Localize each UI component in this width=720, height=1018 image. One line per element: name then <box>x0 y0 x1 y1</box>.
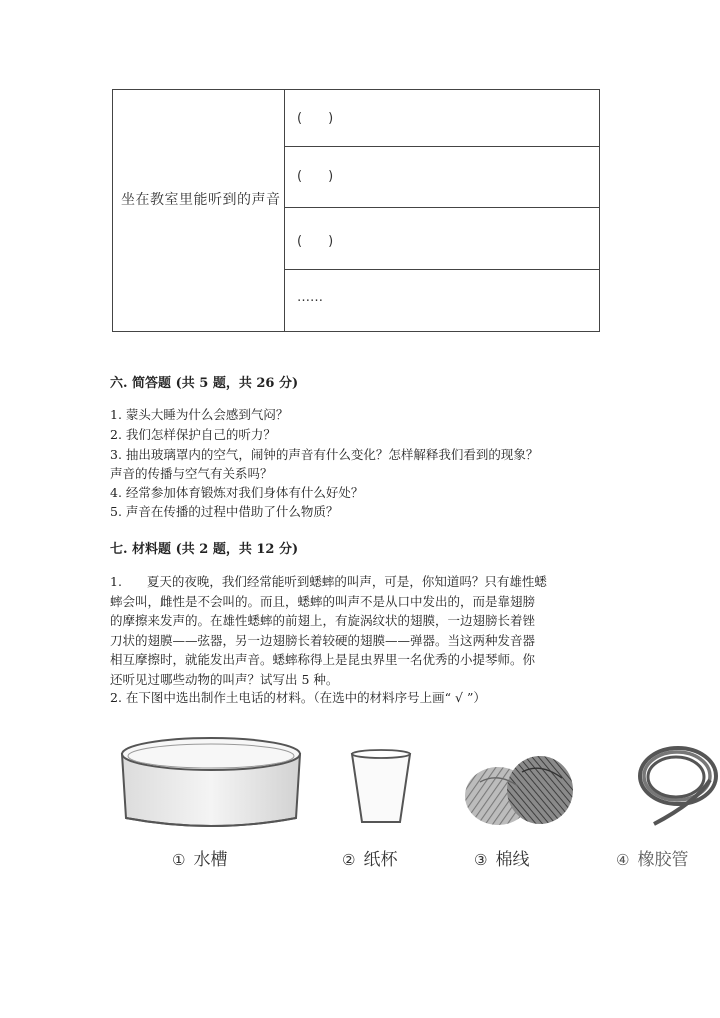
question-item: 3. 抽出玻璃罩内的空气，闹钟的声音有什么变化？怎样解释我们看到的现象？ <box>110 447 539 462</box>
paragraph-line: 的摩擦来发声的。在雄性蟋蟀的前翅上，有旋涡纹状的翅膜，一边翅膀长着锉 <box>110 613 536 628</box>
material-caption[interactable] <box>172 845 227 870</box>
paragraph-line: 1. 夏天的夜晚，我们经常能听到蟋蟀的叫声，可是，你知道吗？只有雄性蟋 <box>110 574 547 589</box>
answer-blank[interactable]: ( ) <box>297 234 334 249</box>
material-question-2: 2. 在下图中选出制作土电话的材料。（在选中的材料序号上画“ √ ”） <box>110 690 486 705</box>
ellipsis-text: …… <box>297 290 323 305</box>
question-item: 5. 声音在传播的过程中借助了什么物质？ <box>110 504 339 519</box>
answer-blank[interactable]: ( ) <box>297 111 334 126</box>
rubber-tube-icon <box>630 740 720 830</box>
table-row <box>285 208 599 270</box>
material-caption[interactable] <box>342 845 397 870</box>
material-number[interactable]: ② <box>342 851 356 869</box>
cotton-thread-icon <box>462 752 574 828</box>
material-label: 橡胶管 <box>637 850 689 870</box>
material-number[interactable]: ③ <box>474 851 488 869</box>
material-question-1 <box>110 572 610 689</box>
table-row <box>285 90 599 147</box>
section-6-heading: 六. 简答题 (共 5 题，共 26 分) <box>110 376 299 391</box>
table-row <box>285 270 599 332</box>
question-item: 2. 我们怎样保护自己的听力？ <box>110 427 276 442</box>
water-trough-icon <box>118 732 304 832</box>
question-item: 声音的传播与空气有关系吗？ <box>110 466 273 481</box>
material-caption[interactable] <box>474 845 529 870</box>
material-label: 纸杯 <box>363 850 398 870</box>
material-caption[interactable] <box>616 845 688 870</box>
paragraph-line: 蟀会叫，雌性是不会叫的。而且，蟋蟀的叫声不是从口中发出的，而是靠翅膀 <box>110 593 536 609</box>
table-left-label: 坐在教室里能听到的声音 <box>121 192 281 208</box>
material-label: 棉线 <box>495 850 530 870</box>
paragraph-line: 还听见过哪些动物的叫声？试写出 5 种。 <box>110 671 339 687</box>
material-number[interactable]: ④ <box>616 851 630 869</box>
section-7-heading: 七. 材料题 (共 2 题，共 12 分) <box>110 542 299 557</box>
question-item: 4. 经常参加体育锻炼对我们身体有什么好处？ <box>110 485 364 500</box>
material-label: 水槽 <box>193 850 228 870</box>
answer-table <box>112 89 600 332</box>
material-number[interactable]: ① <box>172 851 186 869</box>
answer-blank[interactable]: ( ) <box>297 169 334 184</box>
question-item: 1. 蒙头大睡为什么会感到气闷？ <box>110 407 289 422</box>
paragraph-line: 刀状的翅膜——弦器，另一边翅膀长着较硬的翅膜——弹器。当这两种发音器 <box>110 632 536 648</box>
table-left-cell <box>113 90 285 331</box>
paper-cup-icon <box>348 748 414 826</box>
table-row <box>285 147 599 208</box>
paragraph-line: 相互摩擦时，就能发出声音。蟋蟀称得上是昆虫界里一名优秀的小提琴师。你 <box>110 652 536 667</box>
